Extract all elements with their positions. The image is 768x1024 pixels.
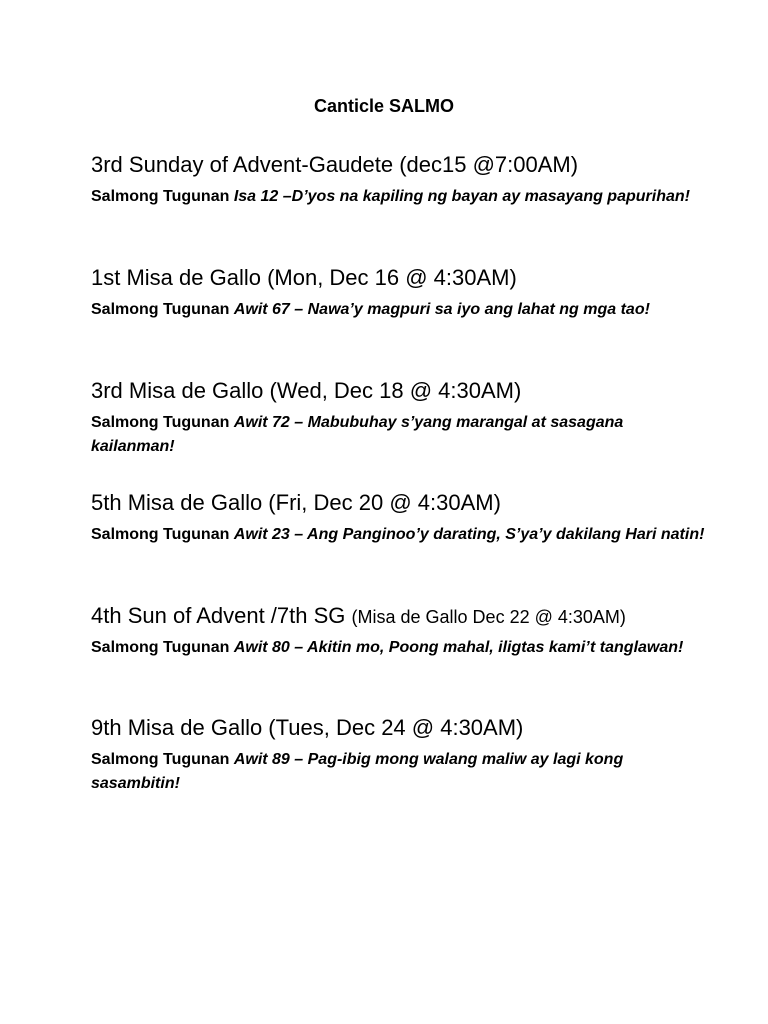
psalm-reference: Awit 89 – Pag-ibig mong walang maliw ay lagi kong sasambitin!: [91, 751, 624, 792]
psalm-label: Salmong Tugunan: [91, 751, 234, 768]
psalm-reference: Awit 67 – Nawa’y magpuri sa iyo ang lahat ng mga tao!: [233, 301, 650, 318]
entry-heading: [91, 490, 711, 517]
document-title: Canticle SALMO: [313, 96, 455, 116]
entry-psalm-response: [91, 523, 711, 547]
entry-misa-de-gallo-5: [91, 490, 711, 547]
entry-heading: [91, 152, 711, 179]
entry-heading-text: 1st Misa de Gallo (Mon, Dec 16 @ 4:30AM): [91, 265, 517, 290]
psalm-label: Salmong Tugunan: [91, 301, 234, 318]
entry-heading-text: 3rd Sunday of Advent-Gaudete (dec15 @7:00AM): [91, 152, 579, 177]
entry-psalm-response: [91, 636, 711, 660]
psalm-label: Salmong Tugunan: [91, 526, 234, 543]
psalm-label: Salmong Tugunan: [91, 188, 234, 205]
entry-heading-text: 3rd Misa de Gallo (Wed, Dec 18 @ 4:30AM): [91, 378, 522, 403]
entry-heading-text: 9th Misa de Gallo (Tues, Dec 24 @ 4:30AM): [91, 715, 524, 740]
entry-psalm-response: [91, 748, 711, 796]
entry-psalm-response: [91, 298, 711, 322]
entry-heading: [91, 603, 711, 630]
entry-heading-text: 5th Misa de Gallo (Fri, Dec 20 @ 4:30AM): [91, 490, 501, 515]
entry-psalm-response: [91, 185, 711, 209]
entry-misa-de-gallo-3: [91, 378, 711, 459]
entry-heading-note: (Misa de Gallo Dec 22 @ 4:30AM): [351, 607, 626, 627]
psalm-reference: Awit 80 – Akitin mo, Poong mahal, iligtas kami’t tanglawan!: [233, 639, 684, 656]
psalm-reference: Awit 23 – Ang Panginoo’y darating, S’ya’y dakilang Hari natin!: [233, 526, 705, 543]
psalm-label: Salmong Tugunan: [91, 639, 234, 656]
entry-gaudete-sunday: [91, 152, 711, 209]
entry-heading: [91, 378, 711, 405]
psalm-label: Salmong Tugunan: [91, 414, 234, 431]
psalm-reference: Isa 12 –D’yos na kapiling ng bayan ay masayang papurihan!: [233, 188, 690, 205]
entry-heading: [91, 265, 711, 292]
entry-heading-text: 4th Sun of Advent /7th SG: [91, 603, 352, 628]
psalm-reference: Awit 72 – Mabubuhay s’yang marangal at sasagana kailanman!: [91, 414, 624, 455]
entry-psalm-response: [91, 411, 711, 459]
entry-heading: [91, 715, 711, 742]
entry-misa-de-gallo-9: [91, 715, 711, 796]
entry-misa-de-gallo-1: [91, 265, 711, 322]
entry-fourth-sunday-advent: [91, 603, 711, 660]
